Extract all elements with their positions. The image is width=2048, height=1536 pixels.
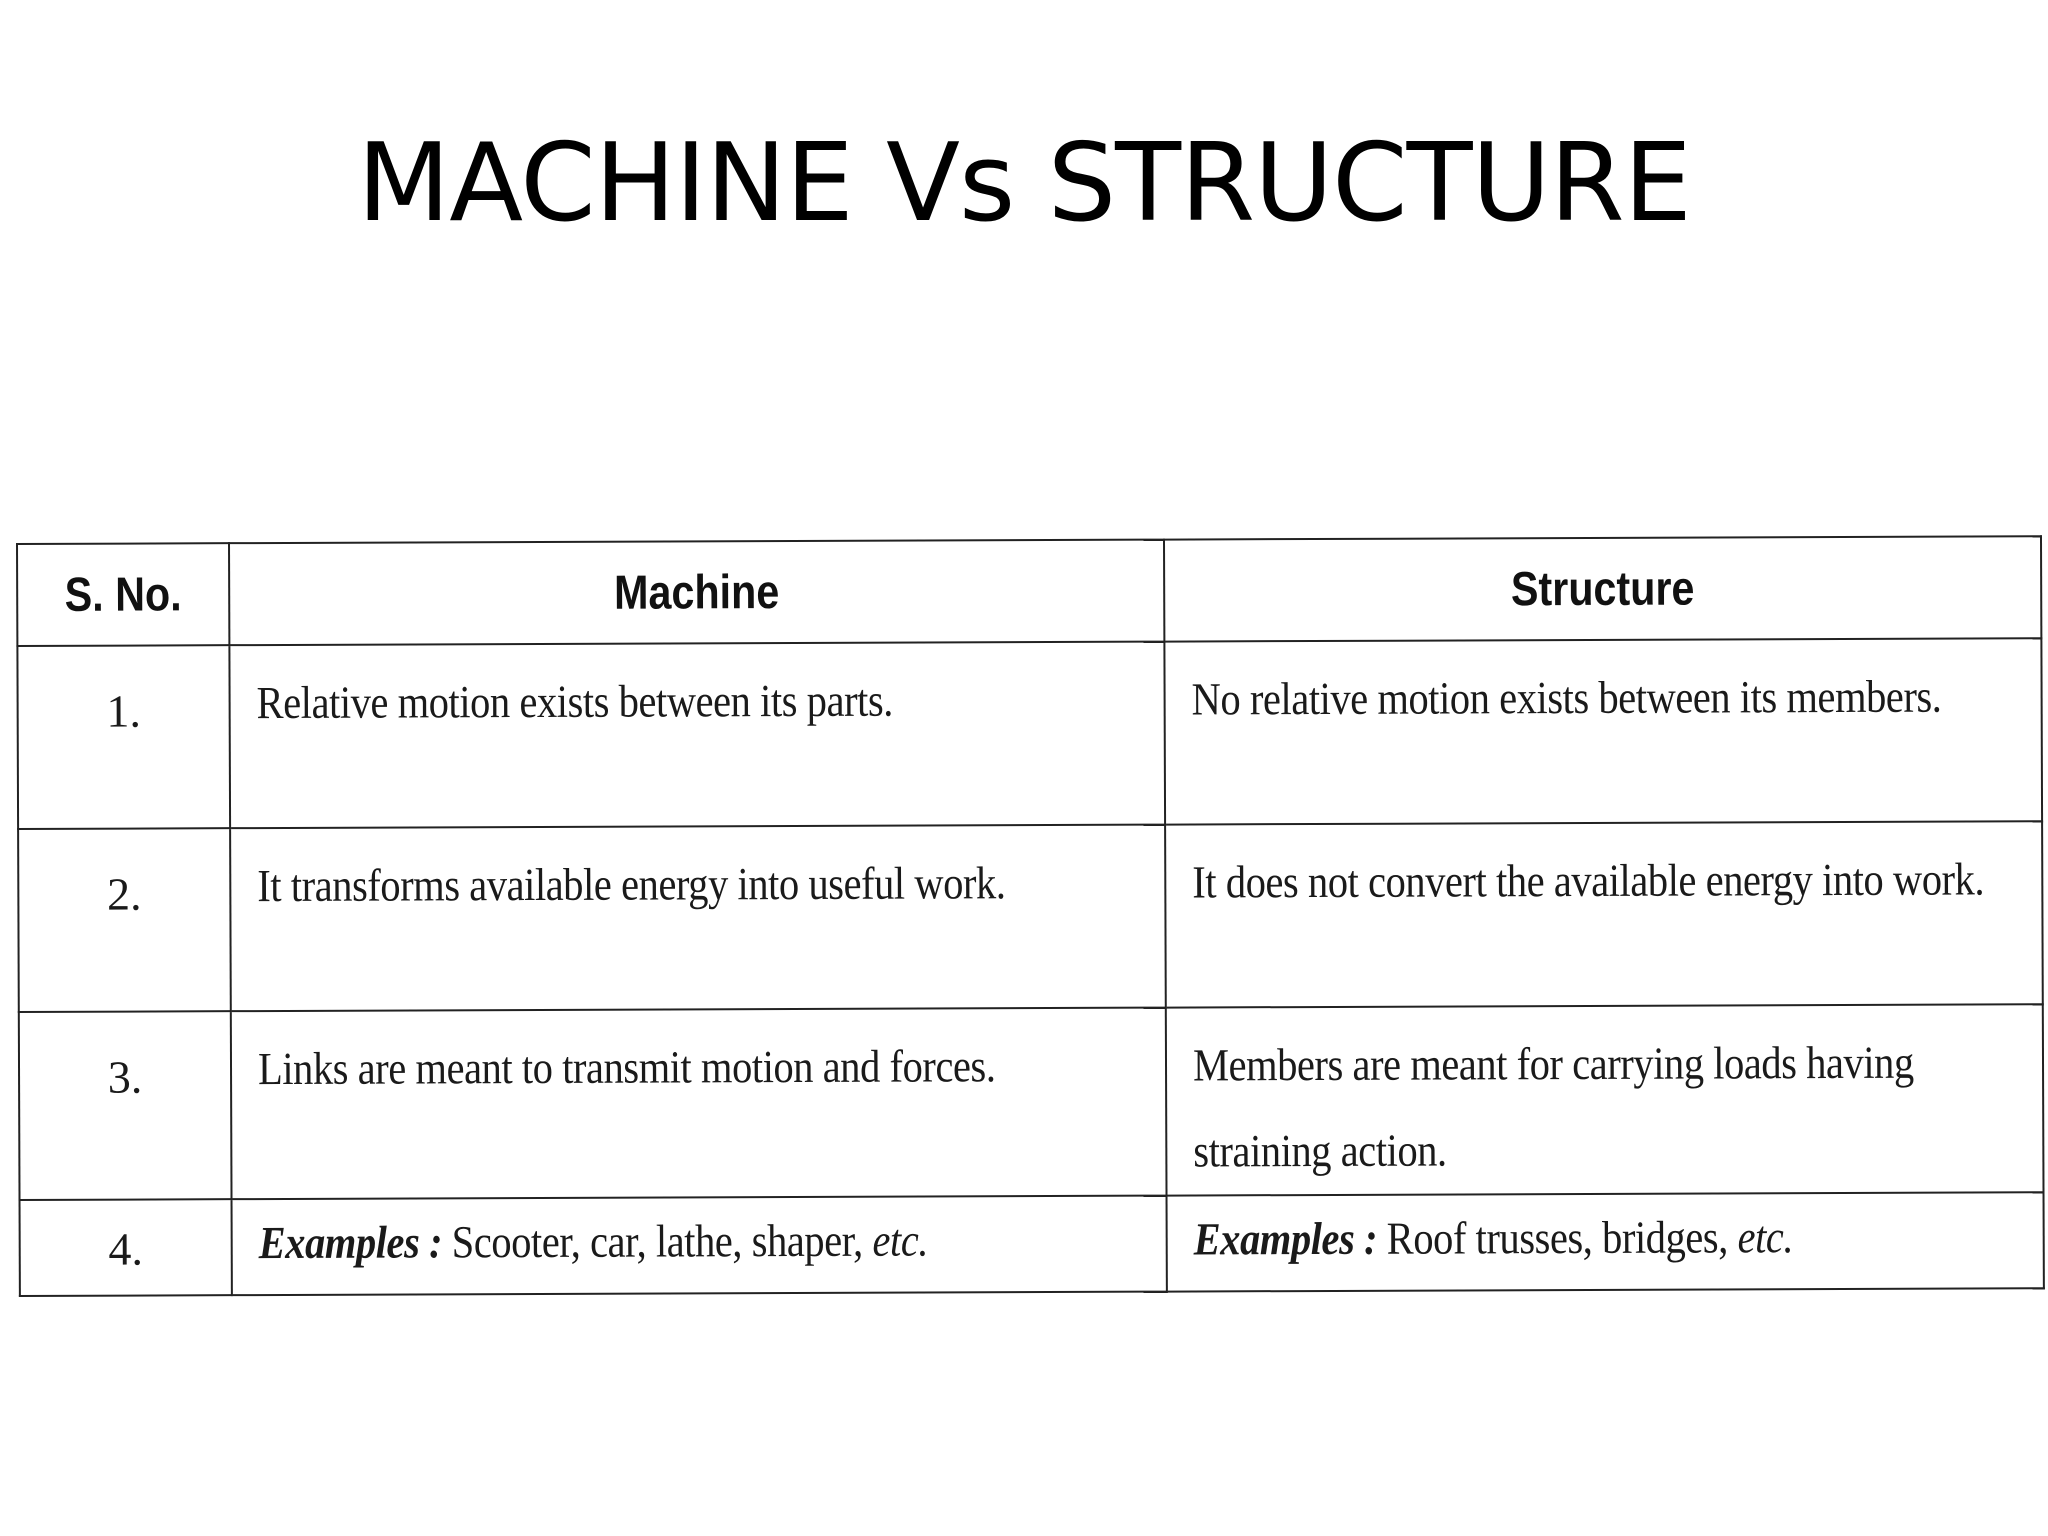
machine-cell (229, 642, 1165, 829)
table-header-row (17, 536, 2041, 646)
structure-examples-text: Roof trusses, bridges, (1386, 1211, 1728, 1264)
machine-cell (231, 1008, 1167, 1200)
structure-cell (1164, 638, 2042, 824)
machine-text: It transforms available energy into useful work. (257, 857, 1006, 912)
row-sno: 2. (18, 828, 231, 1012)
structure-text: Members are meant for carrying loads having straining action. (1192, 1036, 1914, 1177)
comparison-table (16, 535, 2045, 1297)
machine-examples-text: Scooter, car, lathe, shaper, (451, 1214, 863, 1268)
table-row (17, 638, 2042, 829)
header-machine: Machine (294, 540, 1098, 645)
machine-examples-cell (232, 1196, 1167, 1296)
table-row (19, 1004, 2044, 1200)
machine-cell (230, 825, 1166, 1012)
header-structure: Structure (1225, 536, 1980, 641)
row-sno: 3. (19, 1011, 232, 1200)
row-sno: 1. (17, 645, 230, 829)
etc-text: etc. (872, 1214, 929, 1266)
header-sno: S. No. (32, 543, 215, 646)
structure-cell (1166, 1004, 2044, 1195)
machine-text: Relative motion exists between its parts. (256, 674, 893, 729)
examples-label: Examples : (1193, 1212, 1378, 1265)
etc-text: etc. (1737, 1211, 1794, 1263)
comparison-table-wrapper (16, 535, 2045, 1294)
row-sno: 4. (20, 1199, 232, 1296)
examples-label: Examples : (258, 1216, 443, 1269)
table-row (18, 821, 2043, 1012)
structure-text: No relative motion exists between its members. (1191, 670, 1942, 725)
table-row-examples (20, 1192, 2044, 1296)
machine-text: Links are meant to transmit motion and forces. (257, 1040, 996, 1095)
slide-title: MACHINE Vs STRUCTURE (357, 121, 1691, 246)
structure-examples-cell (1167, 1192, 2044, 1291)
structure-text: It does not convert the available energy into work. (1192, 853, 1985, 908)
structure-cell (1165, 821, 2043, 1007)
